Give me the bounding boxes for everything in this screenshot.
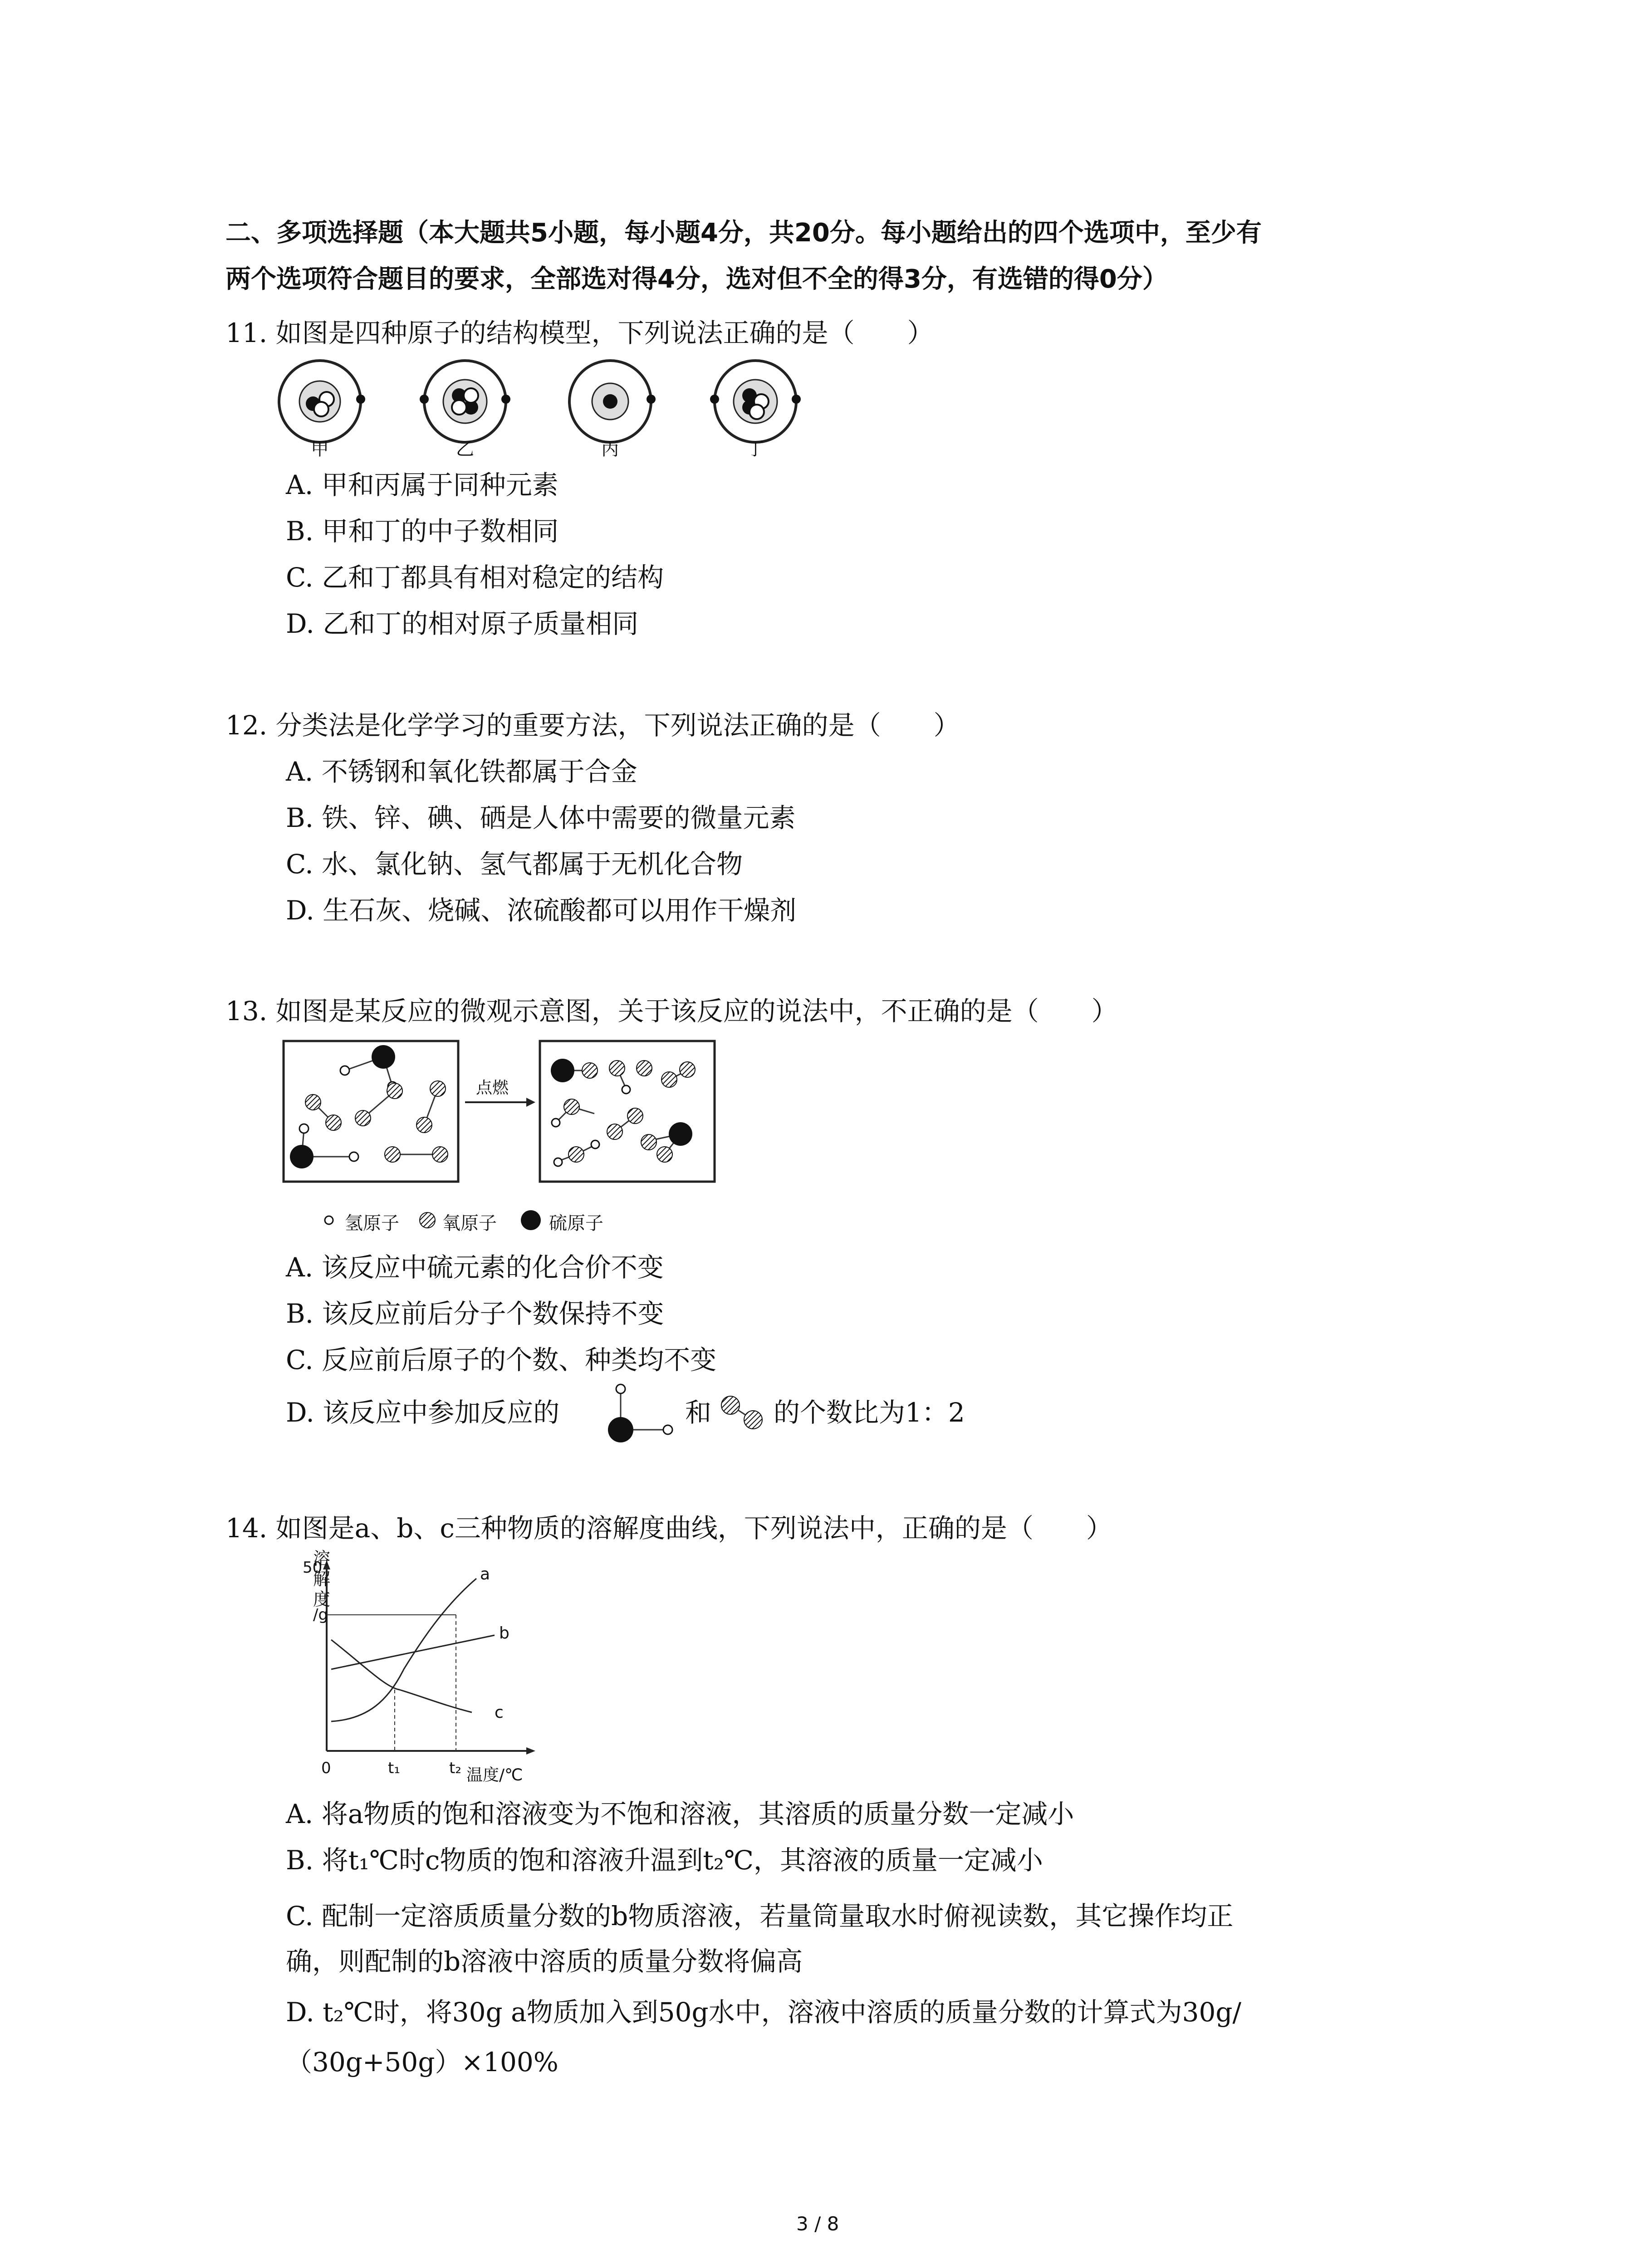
q11-label-jia: 甲 (311, 439, 329, 459)
q11-option-a: A. 甲和丙属于同种元素 (286, 469, 558, 500)
y-label-1: 溶 (313, 1549, 331, 1569)
q14-stem: 14. 如图是a、b、c三种物质的溶解度曲线，下列说法中，正确的是（ ） (225, 1513, 1112, 1544)
h2s-inline-icon (603, 1379, 681, 1447)
q14-option-b: B. 将t₁℃时c物质的饱和溶液升温到t₂℃，其溶液的质量一定减小 (286, 1845, 1043, 1876)
q13-stem: 13. 如图是某反应的微观示意图，关于该反应的说法中，不正确的是（ ） (225, 996, 1118, 1026)
y-label-3: 度 (313, 1589, 331, 1609)
q14-option-d-line2: （30g+50g）×100% (286, 2047, 558, 2077)
q12-option-c: C. 水、氯化钠、氢气都属于无机化合物 (286, 849, 743, 880)
legend-oxygen: 氧原子 (442, 1213, 497, 1234)
curve-label-c: c (495, 1703, 504, 1722)
hydrogen-atom-icon (325, 1216, 333, 1224)
page-number: 3 / 8 (796, 2213, 839, 2235)
q11-option-d: D. 乙和丁的相对原子质量相同 (286, 608, 639, 639)
q11-label-ding: 丁 (746, 439, 764, 459)
q13-option-d-suffix: 的个数比为1：2 (774, 1397, 965, 1428)
curve-label-b: b (499, 1624, 509, 1642)
q12-option-a: A. 不锈钢和氧化铁都属于合金 (286, 756, 637, 787)
y-tick-50: 50 (303, 1559, 323, 1577)
x-tick-t2: t₂ (449, 1759, 461, 1777)
x-tick-0: 0 (321, 1759, 331, 1777)
x-tick-t1: t₁ (388, 1759, 400, 1777)
atom-yi-icon (420, 361, 510, 442)
q11-label-yi: 乙 (456, 439, 474, 459)
q12-option-b: B. 铁、锌、碘、硒是人体中需要的微量元素 (286, 802, 796, 833)
q12-option-d: D. 生石灰、烧碱、浓硫酸都可以用作干燥剂 (286, 895, 797, 926)
q13-reaction-diagram (281, 1039, 735, 1188)
atom-bing-icon (569, 361, 656, 442)
q12-stem: 12. 分类法是化学学习的重要方法，下列说法正确的是（ ） (225, 710, 960, 741)
q11-stem: 11. 如图是四种原子的结构模型，下列说法正确的是（ ） (225, 318, 934, 348)
o2-inline-icon (717, 1392, 771, 1437)
atom-jia-icon (279, 361, 365, 442)
q11-label-bing: 丙 (601, 439, 619, 459)
q13-option-d-prefix: D. 该反应中参加反应的 (286, 1397, 560, 1428)
q11-option-b: B. 甲和丁的中子数相同 (286, 516, 559, 547)
q11-option-c: C. 乙和丁都具有相对稳定的结构 (286, 562, 664, 593)
sulfur-atom-icon (521, 1210, 541, 1230)
atom-ding-icon (710, 361, 801, 442)
q13-option-d-mid: 和 (685, 1397, 712, 1428)
y-unit: /g (313, 1606, 328, 1624)
arrow-label: 点燃 (475, 1079, 509, 1097)
q14-option-c-line1: C. 配制一定溶质质量分数的b物质溶液，若量筒量取水时俯视读数，其它操作均正 (286, 1901, 1234, 1931)
section-title-line1: 二、多项选择题（本大题共5小题，每小题4分，共20分。每小题给出的四个选项中，至少有 (225, 218, 1262, 248)
oxygen-atom-icon (420, 1212, 435, 1228)
q13-option-b: B. 该反应前后分子个数保持不变 (286, 1298, 664, 1329)
q14-option-c-line2: 确，则配制的b溶液中溶质的质量分数将偏高 (286, 1946, 803, 1977)
section-title-line2: 两个选项符合题目的要求，全部选对得4分，选对但不全的得3分，有选错的得0分） (225, 264, 1168, 294)
y-label-2: 解 (313, 1569, 331, 1589)
q13-option-a: A. 该反应中硫元素的化合价不变 (286, 1252, 664, 1283)
q13-option-c: C. 反应前后原子的个数、种类均不变 (286, 1344, 717, 1375)
q14-option-a: A. 将a物质的饱和溶液变为不饱和溶液，其溶质的质量分数一定减小 (286, 1799, 1074, 1829)
curve-label-a: a (480, 1565, 490, 1584)
curve-a (331, 1579, 476, 1721)
x-label: 温度/℃ (466, 1766, 523, 1784)
curve-c (331, 1640, 472, 1712)
q14-option-d-line1: D. t₂℃时，将30g a物质加入到50g水中，溶液中溶质的质量分数的计算式为30g/ (286, 1997, 1242, 2028)
legend-hydrogen: 氢原子 (345, 1213, 399, 1234)
legend-sulfur: 硫原子 (549, 1213, 603, 1234)
curve-b (331, 1635, 495, 1669)
